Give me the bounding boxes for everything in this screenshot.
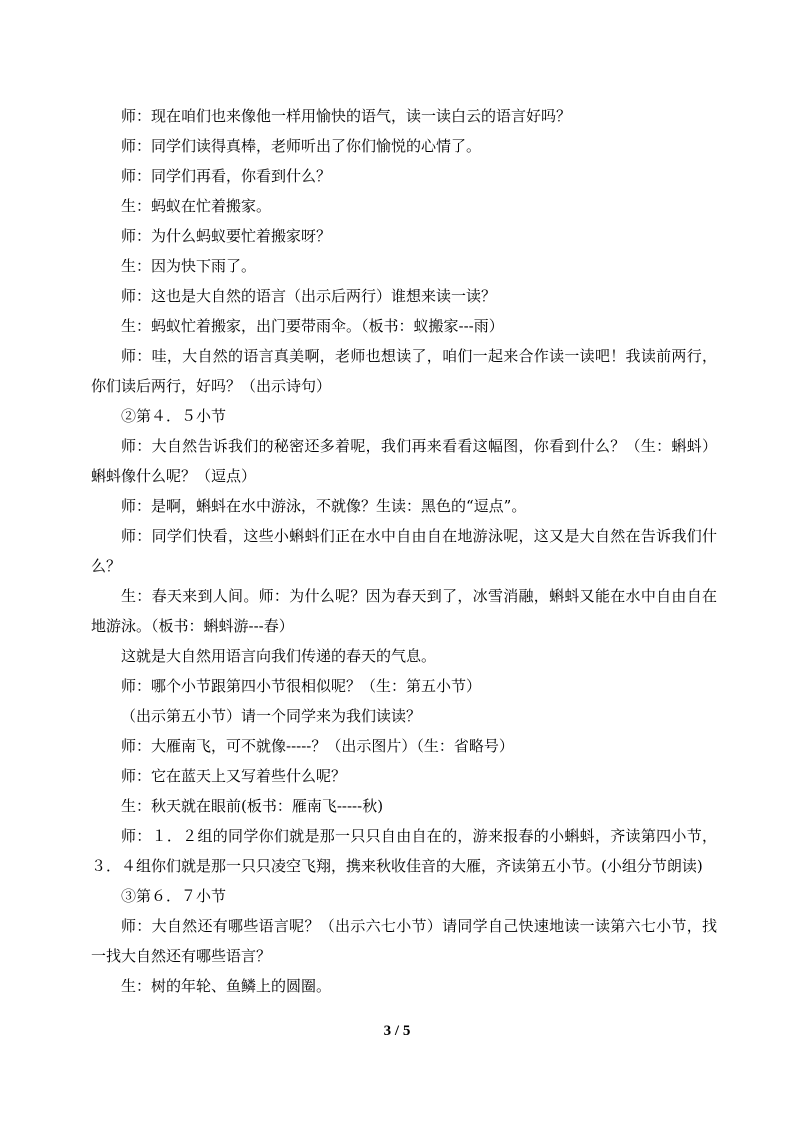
paragraph: 师：大自然告诉我们的秘密还多着呢，我们再来看看这幅图，你看到什么？（生：蝌蚪）蝌蚪像什么呢？（逗点） — [91, 437, 717, 485]
paragraph: 师：这也是大自然的语言（出示后两行）谁想来读一读？ — [121, 287, 497, 305]
paragraph: 生：秋天就在眼前(板书：雁南飞-----秋) — [121, 797, 384, 815]
paragraph: 生：蚂蚁忙着搬家，出门要带雨伞。（板书：蚁搬家---雨） — [121, 317, 504, 335]
section-heading: ③第６．７小节 — [121, 887, 227, 905]
paragraph: 这就是大自然用语言向我们传递的春天的气息。 — [121, 647, 437, 665]
paragraph: 师：同学们快看，这些小蝌蚪们正在水中自由自在地游泳呢，这又是大自然在告诉我们什么？ — [91, 527, 717, 575]
paragraph: 师：哪个小节跟第四小节很相似呢？（生：第五小节） — [121, 677, 482, 695]
paragraph: 师：是啊，蝌蚪在水中游泳，不就像？生读：黑色的“逗点”。 — [121, 497, 527, 515]
document-body — [91, 101, 717, 1001]
paragraph: 师：同学们读得真棒，老师听出了你们愉悦的心情了。 — [121, 137, 482, 155]
section-heading: ②第４．５小节 — [121, 407, 227, 425]
paragraph: 生：树的年轮、鱼鳞上的圆圈。 — [121, 977, 332, 995]
paragraph: 生：蚂蚁在忙着搬家。 — [121, 197, 272, 215]
paragraph: 生：因为快下雨了。 — [121, 257, 257, 275]
paragraph: 生：春天来到人间。师：为什么呢？因为春天到了，冰雪消融，蝌蚪又能在水中自由自在地游泳。（板书：蝌蚪游---春） — [91, 587, 717, 635]
paragraph: 师：现在咱们也来像他一样用愉快的语气，读一读白云的语言好吗？ — [121, 107, 572, 125]
page-number: 3 / 5 — [383, 1023, 411, 1039]
paragraph: 师：大自然还有哪些语言呢？（出示六七小节）请同学自己快速地读一读第六七小节，找一找大自然还有哪些语言？ — [91, 917, 717, 965]
paragraph: 师：同学们再看，你看到什么？ — [121, 167, 332, 185]
paragraph: （出示第五小节）请一个同学来为我们读读？ — [121, 707, 422, 725]
paragraph: 师：为什么蚂蚁要忙着搬家呀？ — [121, 227, 332, 245]
paragraph: 师：大雁南飞，可不就像-----？（出示图片）（生：省略号） — [121, 737, 514, 755]
paragraph: 师：哇，大自然的语言真美啊，老师也想读了，咱们一起来合作读一读吧！我读前两行，你们读后两行，好吗？（出示诗句） — [91, 347, 717, 395]
paragraph: 师：它在蓝天上又写着些什么呢？ — [121, 767, 347, 785]
paragraph: 师：１．２组的同学你们就是那一只只自由自在的，游来报春的小蝌蚪，齐读第四小节，３．４组你们就是那一只只凌空飞翔，携来秋收佳音的大雁，齐读第五小节。(小组分节朗读) — [91, 827, 717, 875]
